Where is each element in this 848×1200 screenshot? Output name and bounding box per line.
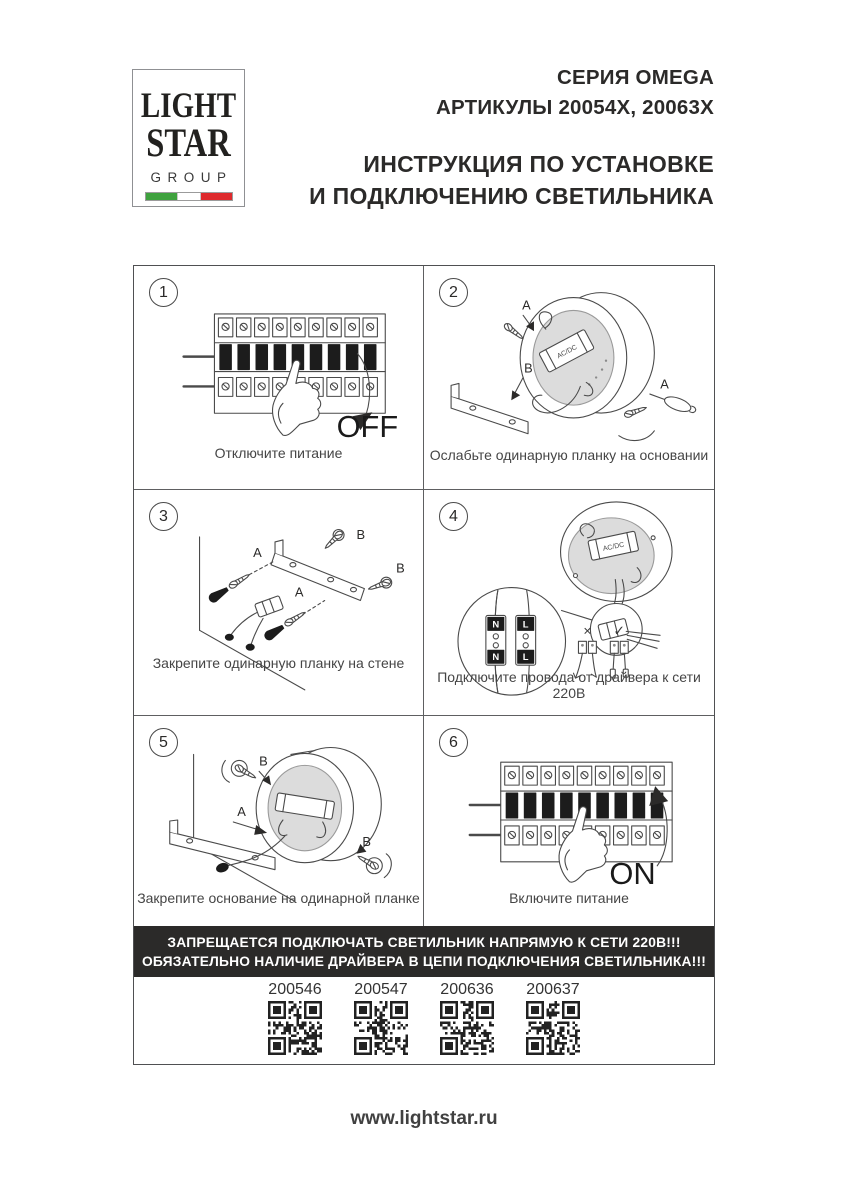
step-4-panel: [424, 490, 714, 716]
bracket-label-b: B: [524, 360, 533, 376]
step-caption: Закрепите одинарную планку на стене: [152, 655, 405, 671]
step-number: 6: [449, 733, 458, 751]
screw-label-b: B: [259, 753, 268, 769]
qr-code-image: [440, 1001, 494, 1055]
step-1-panel: [134, 266, 424, 490]
screw-label-a: A: [294, 584, 304, 600]
article-number: 200546: [268, 981, 322, 998]
terminal-label-l: L: [522, 652, 529, 664]
terminal-label-n: N: [492, 652, 500, 664]
qr-item: [267, 981, 323, 1064]
screw-label-b: B: [396, 560, 405, 576]
step-number: 2: [449, 283, 458, 301]
step-6-panel: [424, 716, 714, 926]
screw-label-b: B: [362, 833, 372, 849]
screwdriver-label-a: A: [660, 376, 669, 392]
check-mark: ✓: [613, 622, 626, 639]
qr-code-image: [268, 1001, 322, 1055]
qr-item: [439, 981, 495, 1064]
step-5-panel: [134, 716, 424, 926]
warning-line-1: ЗАПРЕЩАЕТСЯ ПОДКЛЮЧАТЬ СВЕТИЛЬНИК НАПРЯМУЮ К СЕТИ 220В!!!: [167, 934, 681, 950]
step-3-illustration: [134, 490, 423, 715]
articles-line: АРТИКУЛЫ 20054Х, 20063Х: [436, 96, 714, 119]
step-number: 3: [159, 507, 168, 525]
article-number: 200636: [440, 981, 494, 998]
italian-flag-icon: [145, 192, 233, 201]
qr-code-image: [526, 1001, 580, 1055]
qr-item: [353, 981, 409, 1064]
article-number: 200547: [354, 981, 408, 998]
logo-word-star: STAR: [146, 121, 231, 166]
driver-label: AC/DC: [602, 541, 625, 553]
step-caption: Подключите провода от драйвера к сети 220В: [437, 669, 701, 701]
terminal-label-l: L: [522, 619, 529, 631]
arrow-label-a: A: [237, 804, 246, 820]
step-number: 1: [159, 283, 168, 301]
instruction-frame: [133, 265, 715, 1065]
off-label: OFF: [336, 409, 399, 445]
qr-code-row: [134, 977, 714, 1064]
instruction-title-line2: И ПОДКЛЮЧЕНИЮ СВЕТИЛЬНИКА: [309, 183, 714, 209]
document-header: [309, 63, 714, 212]
logo-word-group: GROUP: [150, 170, 233, 185]
step-caption: Ослабьте одинарную планку на основании: [429, 447, 709, 463]
step-number: 5: [159, 733, 168, 751]
step-3-panel: [134, 490, 424, 716]
instruction-title-line1: ИНСТРУКЦИЯ ПО УСТАНОВКЕ: [363, 151, 714, 177]
step-number: 4: [449, 507, 458, 525]
qr-item: [525, 981, 581, 1064]
series-title: СЕРИЯ OMEGA: [557, 66, 714, 89]
step-caption: Закрепите основание на одинарной планке: [137, 890, 420, 906]
qr-code-image: [354, 1001, 408, 1055]
lightstar-logo: [132, 69, 245, 207]
website-url: www.lightstar.ru: [350, 1108, 498, 1129]
wrong-mark: ×: [583, 622, 592, 639]
warning-line-2: ОБЯЗАТЕЛЬНО НАЛИЧИЕ ДРАЙВЕРА В ЦЕПИ ПОДКЛЮЧЕНИЯ СВЕТИЛЬНИКА!!!: [141, 953, 707, 969]
screw-label-a: A: [253, 544, 262, 560]
on-label: ON: [609, 855, 656, 891]
article-number: 200637: [526, 981, 580, 998]
terminal-label-n: N: [492, 619, 500, 631]
step-caption: Отключите питание: [214, 445, 343, 461]
step-caption: Включите питание: [509, 890, 629, 906]
step-2-panel: [424, 266, 714, 490]
screw-label-a: A: [522, 297, 531, 313]
steps-grid: [134, 266, 714, 926]
driver-label: AC/DC: [556, 344, 579, 361]
screw-label-b: B: [356, 526, 366, 542]
warning-banner: [134, 926, 714, 977]
logo-word-light: LIGHT: [140, 86, 237, 126]
